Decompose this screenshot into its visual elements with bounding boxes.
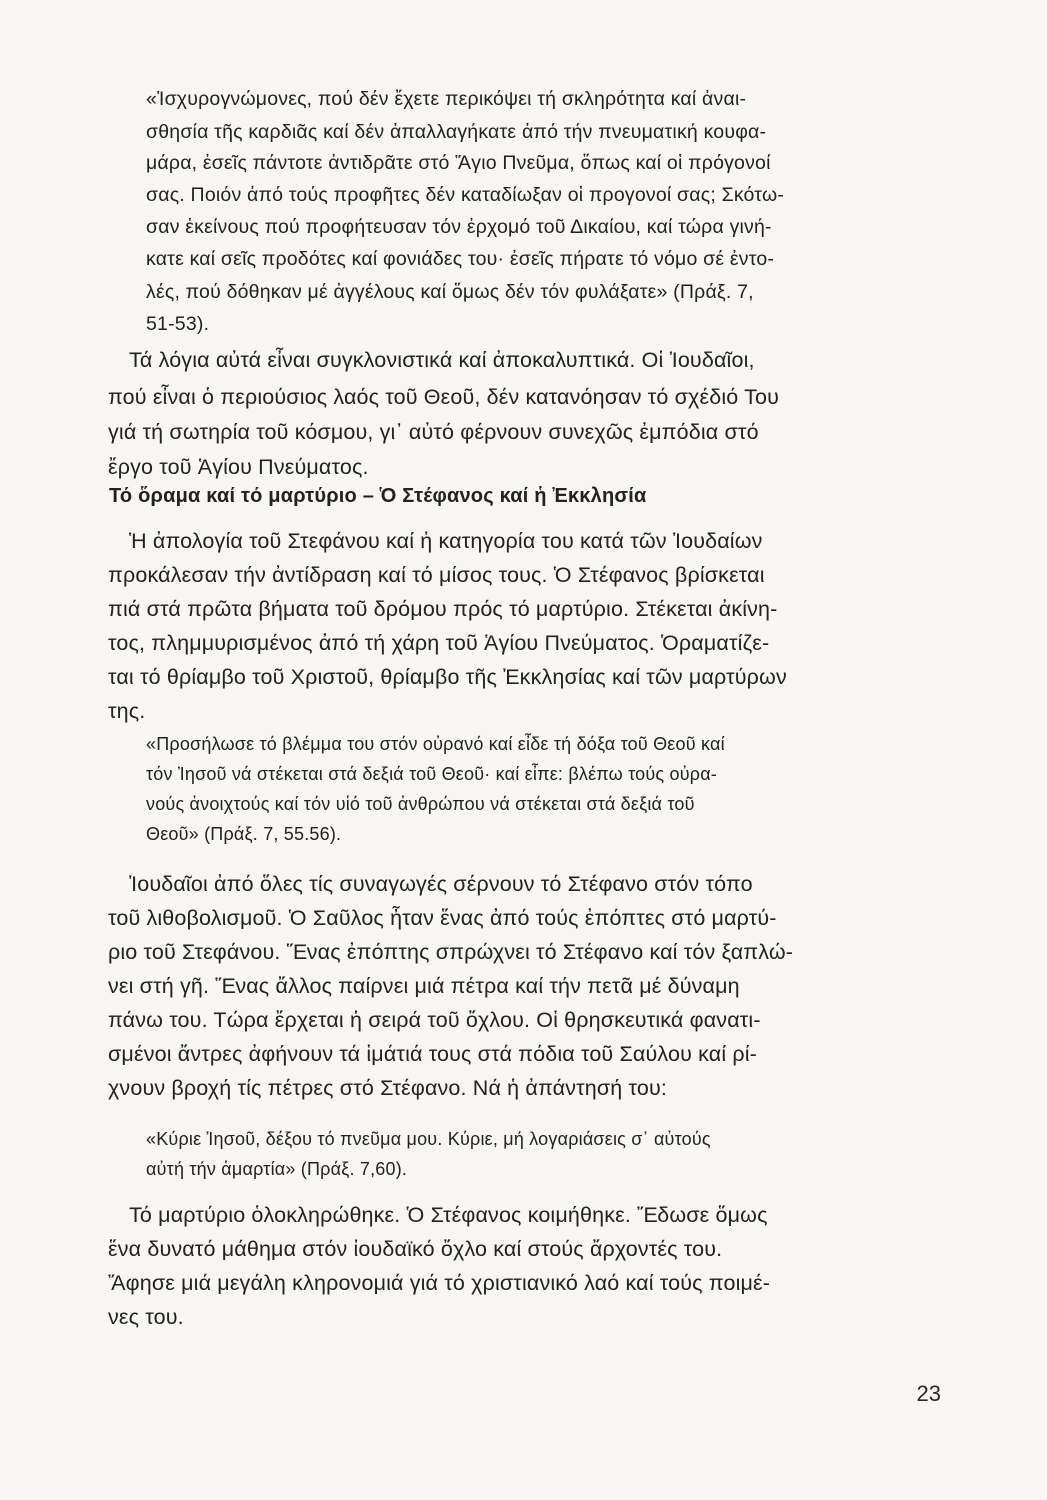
paragraph-line: ἕνα δυνατό μάθημα στόν ἰουδαϊκό ὄχλο καί στούς ἄρχοντές του. [108,1237,723,1261]
paragraph-line: ἔργο τοῦ Ἁγίου Πνεύματος. [108,455,369,479]
paragraph-line: Ἄφησε μιά μεγάλη κληρονομιά γιά τό χριστιανικό λαό καί τούς ποιμέ- [108,1271,771,1295]
paragraph-line: Τά λόγια αὐτά εἶναι συγκλονιστικά καί ἀποκαλυπτικά. Οἱ Ἰουδαῖοι, [129,348,755,372]
quote-line: «Προσήλωσε τό βλέμμα του στόν οὐρανό καί εἶδε τή δόξα τοῦ Θεοῦ καί [146,734,725,754]
paragraph-line: πού εἶναι ὁ περιούσιος λαός τοῦ Θεοῦ, δέν κατανόησαν τό σχέδιό Του [108,385,780,409]
paragraph-line: γιά τή σωτηρία τοῦ κόσμου, γι᾽ αὐτό φέρνουν συνεχῶς ἐμπόδια στό [108,420,759,444]
quote-line: μάρα, ἐσεῖς πάντοτε ἀντιδρᾶτε στό Ἅγιο Πνεῦμα, ὅπως καί οἱ πρόγονοί [146,152,771,174]
quote-line: αὐτή τήν ἁμαρτία» (Πράξ. 7,60). [146,1159,408,1179]
paragraph-line: χνουν βροχή τίς πέτρες στό Στέφανο. Νά ἡ ἀπάντησή του: [108,1076,668,1100]
paragraph-line: Ἰουδαῖοι ἀπό ὅλες τίς συναγωγές σέρνουν τό Στέφανο στόν τόπο [129,872,753,896]
quote-line: Θεοῦ» (Πράξ. 7, 55.56). [146,824,342,844]
quote-line: «Κύριε Ἰησοῦ, δέξου τό πνεῦμα μου. Κύριε, μή λογαριάσεις σ᾽ αὐτούς [146,1129,711,1149]
quote-line: σαν ἐκείνους πού προφήτευσαν τόν ἐρχομό τοῦ Δικαίου, καί τώρα γινή- [146,216,772,238]
paragraph-line: πάνω του. Τώρα ἔρχεται ἡ σειρά τοῦ ὄχλου. Οἱ θρησκευτικά φανατι- [108,1008,761,1032]
quote-line: νούς ἀνοιχτούς καί τόν υἱό τοῦ ἀνθρώπου νά στέκεται στά δεξιά τοῦ [146,794,695,814]
paragraph-line: Τό μαρτύριο ὁλοκληρώθηκε. Ὁ Στέφανος κοιμήθηκε. Ἔδωσε ὅμως [129,1203,768,1227]
paragraph-line: ται τό θρίαμβο τοῦ Χριστοῦ, θρίαμβο τῆς Ἐκκλησίας καί τῶν μαρτύρων [108,665,787,689]
quote-line: λές, πού δόθηκαν μέ ἀγγέλους καί ὅμως δέν τόν φυλάξατε» (Πράξ. 7, [146,281,754,303]
paragraph-line: πιά στά πρῶτα βήματα τοῦ δρόμου πρός τό μαρτύριο. Στέκεται ἀκίνη- [108,597,778,621]
paragraph-line: ριο τοῦ Στεφάνου. Ἕνας ἐπόπτης σπρώχνει τό Στέφανο καί τόν ξαπλώ- [108,940,794,964]
page-number: 23 [916,1381,941,1406]
paragraph-line: Ἡ ἀπολογία τοῦ Στεφάνου καί ἡ κατηγορία του κατά τῶν Ἰουδαίων [129,529,763,553]
paragraph-line: προκάλεσαν τήν ἀντίδραση καί τό μίσος τους. Ὁ Στέφανος βρίσκεται [108,563,765,587]
paragraph-line: τος, πλημμυρισμένος ἀπό τή χάρη τοῦ Ἁγίου Πνεύματος. Ὁραματίζε- [108,631,770,655]
quote-line: σθησία τῆς καρδιᾶς καί δέν ἀπαλλαγήκατε ἀπό τήν πνευματική κουφα- [146,121,767,143]
quote-line: σας. Ποιόν ἀπό τούς προφῆτες δέν καταδίωξαν οἱ προγονοί σας; Σκότω- [146,184,785,206]
quote-line: «Ἰσχυρογνώμονες, πού δέν ἔχετε περικόψει τή σκληρότητα καί ἀναι- [146,88,747,110]
paragraph-line: της. [108,699,146,723]
paragraph-line: τοῦ λιθοβολισμοῦ. Ὁ Σαῦλος ἦταν ἕνας ἀπό τούς ἐπόπτες στό μαρτύ- [108,906,777,930]
quote-line: κατε καί σεῖς προδότες καί φονιάδες του· ἐσεῖς πήρατε τό νόμο σέ ἐντο- [146,248,775,270]
paragraph-line: νει στή γῆ. Ἕνας ἄλλος παίρνει μιά πέτρα καί τήν πετᾶ μέ δύναμη [108,974,740,998]
paragraph-line: νες του. [108,1305,184,1329]
section-heading: Τό ὅραμα καί τό μαρτύριο – Ὁ Στέφανος καί ἡ Ἐκκλησία [109,485,647,507]
quote-line: 51-53). [146,313,210,335]
quote-line: τόν Ἰησοῦ νά στέκεται στά δεξιά τοῦ Θεοῦ· καί εἶπε: βλέπω τούς οὐρα- [146,764,717,784]
paragraph-line: σμένοι ἄντρες ἀφήνουν τά ἱμάτιά τους στά πόδια τοῦ Σαύλου καί ρί- [108,1042,757,1066]
